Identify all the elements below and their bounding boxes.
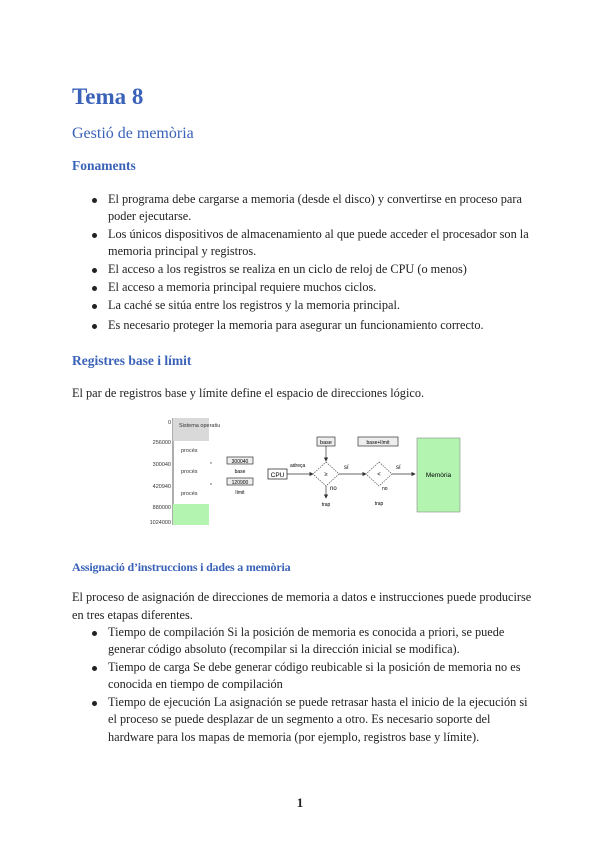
address-label: 420940 [152,484,171,490]
svg-text:trap: trap [321,502,331,508]
heading-registres: Registres base i límit [72,353,192,368]
list-item: El acceso a los registros se realiza en un ciclo de reloj de CPU (o menos) [72,261,532,278]
list-item: El acceso a memoria principal requiere muchos ciclos. [72,279,532,296]
svg-text:adreça: adreça [290,463,306,469]
list-item: Tiempo de compilación Si la posición de memoria es conocida a priori, se puede generar código absoluto (recompilar si la dirección inicial se modifica). [72,624,532,659]
page-number: 1 [296,795,304,810]
svg-text:base+límit: base+límit [366,440,390,446]
list-item: El programa debe cargarse a memoria (desde el disco) y convertirse en proceso para poder ejecutarse. [72,191,532,226]
svg-text:no: no [382,486,388,492]
svg-text:base: base [320,440,332,446]
svg-text:sí: sí [396,465,401,471]
process-label: procés [181,469,198,475]
svg-text:*: * [210,483,212,489]
svg-text:base: base [234,469,246,475]
assignacio-paragraph: El proceso de asignación de direcciones de memoria a datos e instrucciones puede producirse en tres etapas diferentes. [72,590,532,622]
address-label: 256000 [152,440,171,446]
heading-fonaments: Fonaments [72,158,136,173]
svg-text:sí: sí [344,465,349,471]
svg-text:Memòria: Memòria [425,472,452,479]
process-label: procés [181,491,198,497]
os-region [173,418,209,441]
list-item: La caché se sitúa entre los registros y la memoria principal. [72,297,532,314]
registres-paragraph: El par de registros base y límite define el espacio de direcciones lógico. [72,386,425,400]
svg-text:límit: límit [235,490,245,496]
base-limit-diagram [135,415,465,530]
list-item: Los únicos dispositivos de almacenamiento al que puede acceder el procesador son la memoria principal y registros. [72,226,532,261]
address-label: 0 [167,420,171,426]
document-subtitle: Gestió de memòria [72,125,194,142]
heading-assignacio: Assignació d’instruccions i dades a memòria [72,560,291,574]
assignacio-list [72,624,532,747]
address-label: 300040 [152,462,171,468]
list-item: Tiempo de carga Se debe generar código reubicable si la posición de memoria no es conocida en tiempo de compilación [72,659,532,694]
list-item: Tiempo de ejecución La asignación se puede retrasar hasta el inicio de la ejecución si el proceso se puede desplazar de un segmento a otro. Es necesario soporte del hardware para los mapas de memoria (por ejemplo, registros base y límite). [72,694,532,746]
svg-text:120900: 120900 [231,480,249,486]
svg-text:300040: 300040 [231,459,249,465]
address-label: 880000 [152,505,171,511]
document-title: Tema 8 [72,84,144,109]
os-label: Sistema operatiu [179,423,221,429]
svg-text:<: < [377,472,381,478]
svg-text:*: * [210,462,212,468]
list-item: Es necesario proteger la memoria para asegurar un funcionamiento correcto. [72,317,532,334]
svg-text:CPU: CPU [270,472,285,479]
svg-text:≥: ≥ [324,472,328,478]
fonaments-list [72,191,532,335]
svg-text:no: no [330,486,337,492]
process-label: procés [181,448,198,454]
svg-text:trap: trap [374,501,384,507]
address-label: 1024000 [149,520,171,526]
free-region [173,504,209,525]
